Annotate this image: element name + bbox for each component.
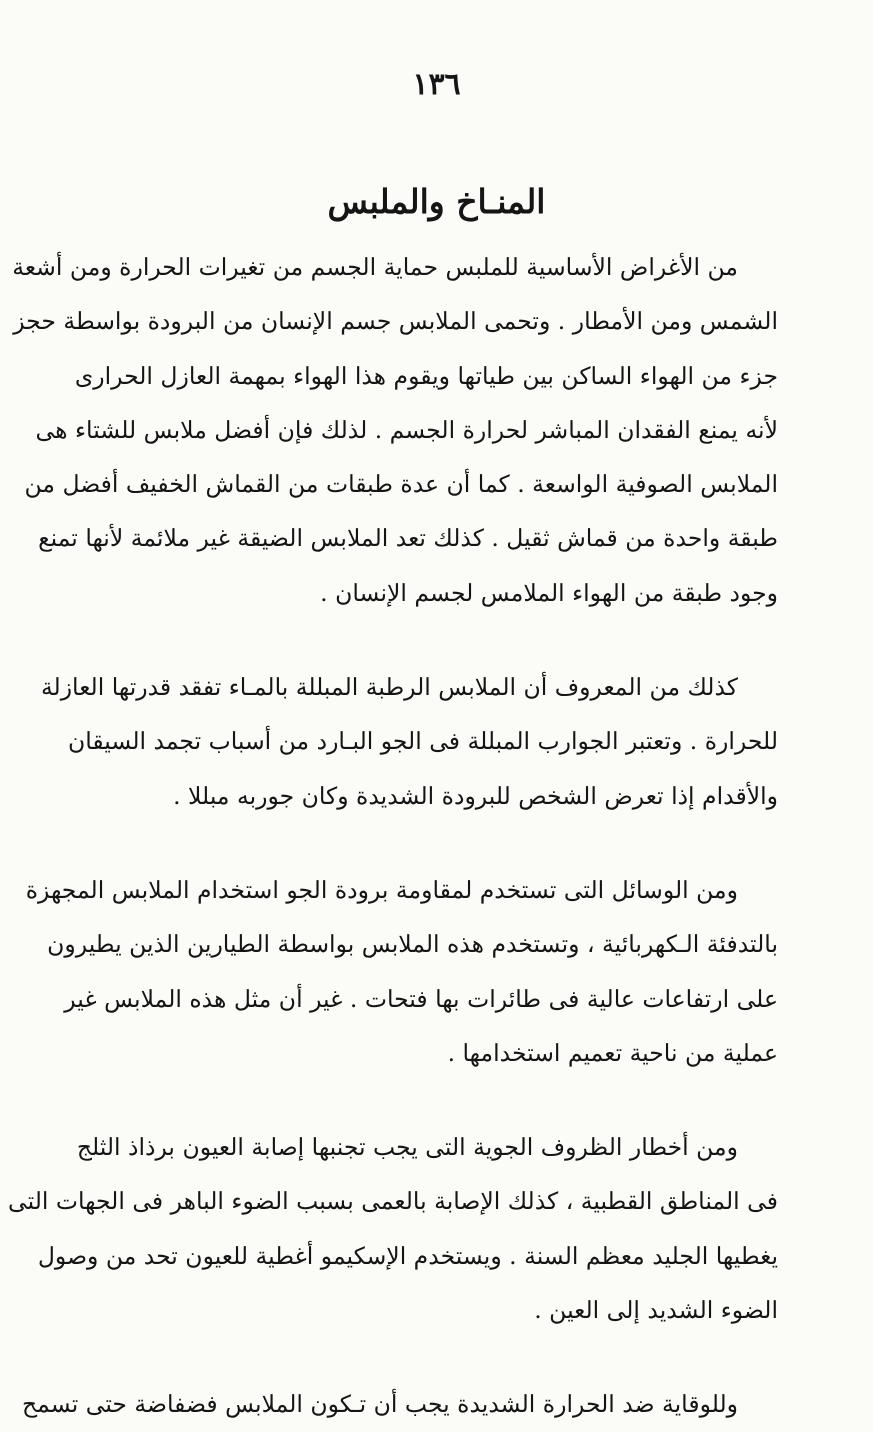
paragraph xyxy=(12,240,778,620)
text-line: لأنه يمنع الفقدان المباشر لحرارة الجسم . لذلك فإن أفضل ملابس للشتاء هى xyxy=(35,415,778,444)
text-line: الضوء الشديد إلى العين . xyxy=(534,1296,778,1325)
text-line: وللوقاية ضد الحرارة الشديدة يجب أن تـكون الملابس فضفاضة حتى تسمح xyxy=(22,1390,738,1419)
text-line: والأقدام إذا تعرض الشخص للبرودة الشديدة وكان جوربه مبللا . xyxy=(173,781,778,810)
paragraph-gap xyxy=(98,620,778,660)
text-line: على ارتفاعات عالية فى طائرات بها فتحات . غير أن مثل هذه الملابس غير xyxy=(64,984,778,1013)
paragraph xyxy=(22,1377,778,1431)
text-line: كذلك من المعروف أن الملابس الرطبة المبللة بالمـاء تفقد قدرتها العازلة xyxy=(40,673,738,702)
text-line: بالتدفئة الـكهربائية ، وتستخدم هذه الملابس بواسطة الطيارين الذين يطيرون xyxy=(47,930,778,959)
body-text xyxy=(8,240,778,1432)
text-line: فى المناطق القطبية ، كذلك الإصابة بالعمى بسبب الضوء الباهر فى الجهات التى xyxy=(8,1187,778,1216)
paragraph-gap xyxy=(98,823,778,863)
text-line: ومن أخطار الظروف الجوية التى يجب تجنبها إصابة العيون برذاذ الثلج xyxy=(76,1133,738,1162)
text-line: للحرارة . وتعتبر الجوارب المبللة فى الجو البـارد من أسباب تجمد السيقان xyxy=(67,727,778,756)
paragraph-gap xyxy=(98,1080,778,1120)
paragraph xyxy=(40,660,778,823)
paragraph xyxy=(8,1120,778,1337)
text-line: جزء من الهواء الساكن بين طياتها ويقوم هذا الهواء بمهمة العازل الحرارى xyxy=(74,361,778,390)
text-line: وجود طبقة من الهواء الملامس لجسم الإنسان . xyxy=(320,578,778,607)
paragraph xyxy=(25,863,778,1080)
text-line: يغطيها الجليد معظم السنة . ويستخدم الإسكيمو أغطية للعيون تحد من وصول xyxy=(37,1241,778,1270)
text-line: الملابس الصوفية الواسعة . كما أن عدة طبقات من القماش الخفيف أفضل من xyxy=(24,470,778,499)
text-line: الشمس ومن الأمطار . وتحمى الملابس جسم الإنسان من البرودة بواسطة حجز xyxy=(13,307,778,336)
text-line: ومن الوسائل التى تستخدم لمقاومة برودة الجو استخدام الملابس المجهزة xyxy=(25,875,738,904)
paragraph-gap xyxy=(98,1337,778,1377)
text-line: عملية من ناحية تعميم استخدامها . xyxy=(447,1038,778,1067)
text-line: من الأغراض الأساسية للملبس حماية الجسم من تغيرات الحرارة ومن أشعة xyxy=(12,253,738,281)
chapter-title: المنـاخ والملبس xyxy=(327,182,546,221)
text-line: طبقة واحدة من قماش ثقيل . كذلك تعد الملابس الضيقة غير ملائمة لأنها تمنع xyxy=(38,524,778,553)
page-number: ١٣٦ xyxy=(412,67,461,102)
